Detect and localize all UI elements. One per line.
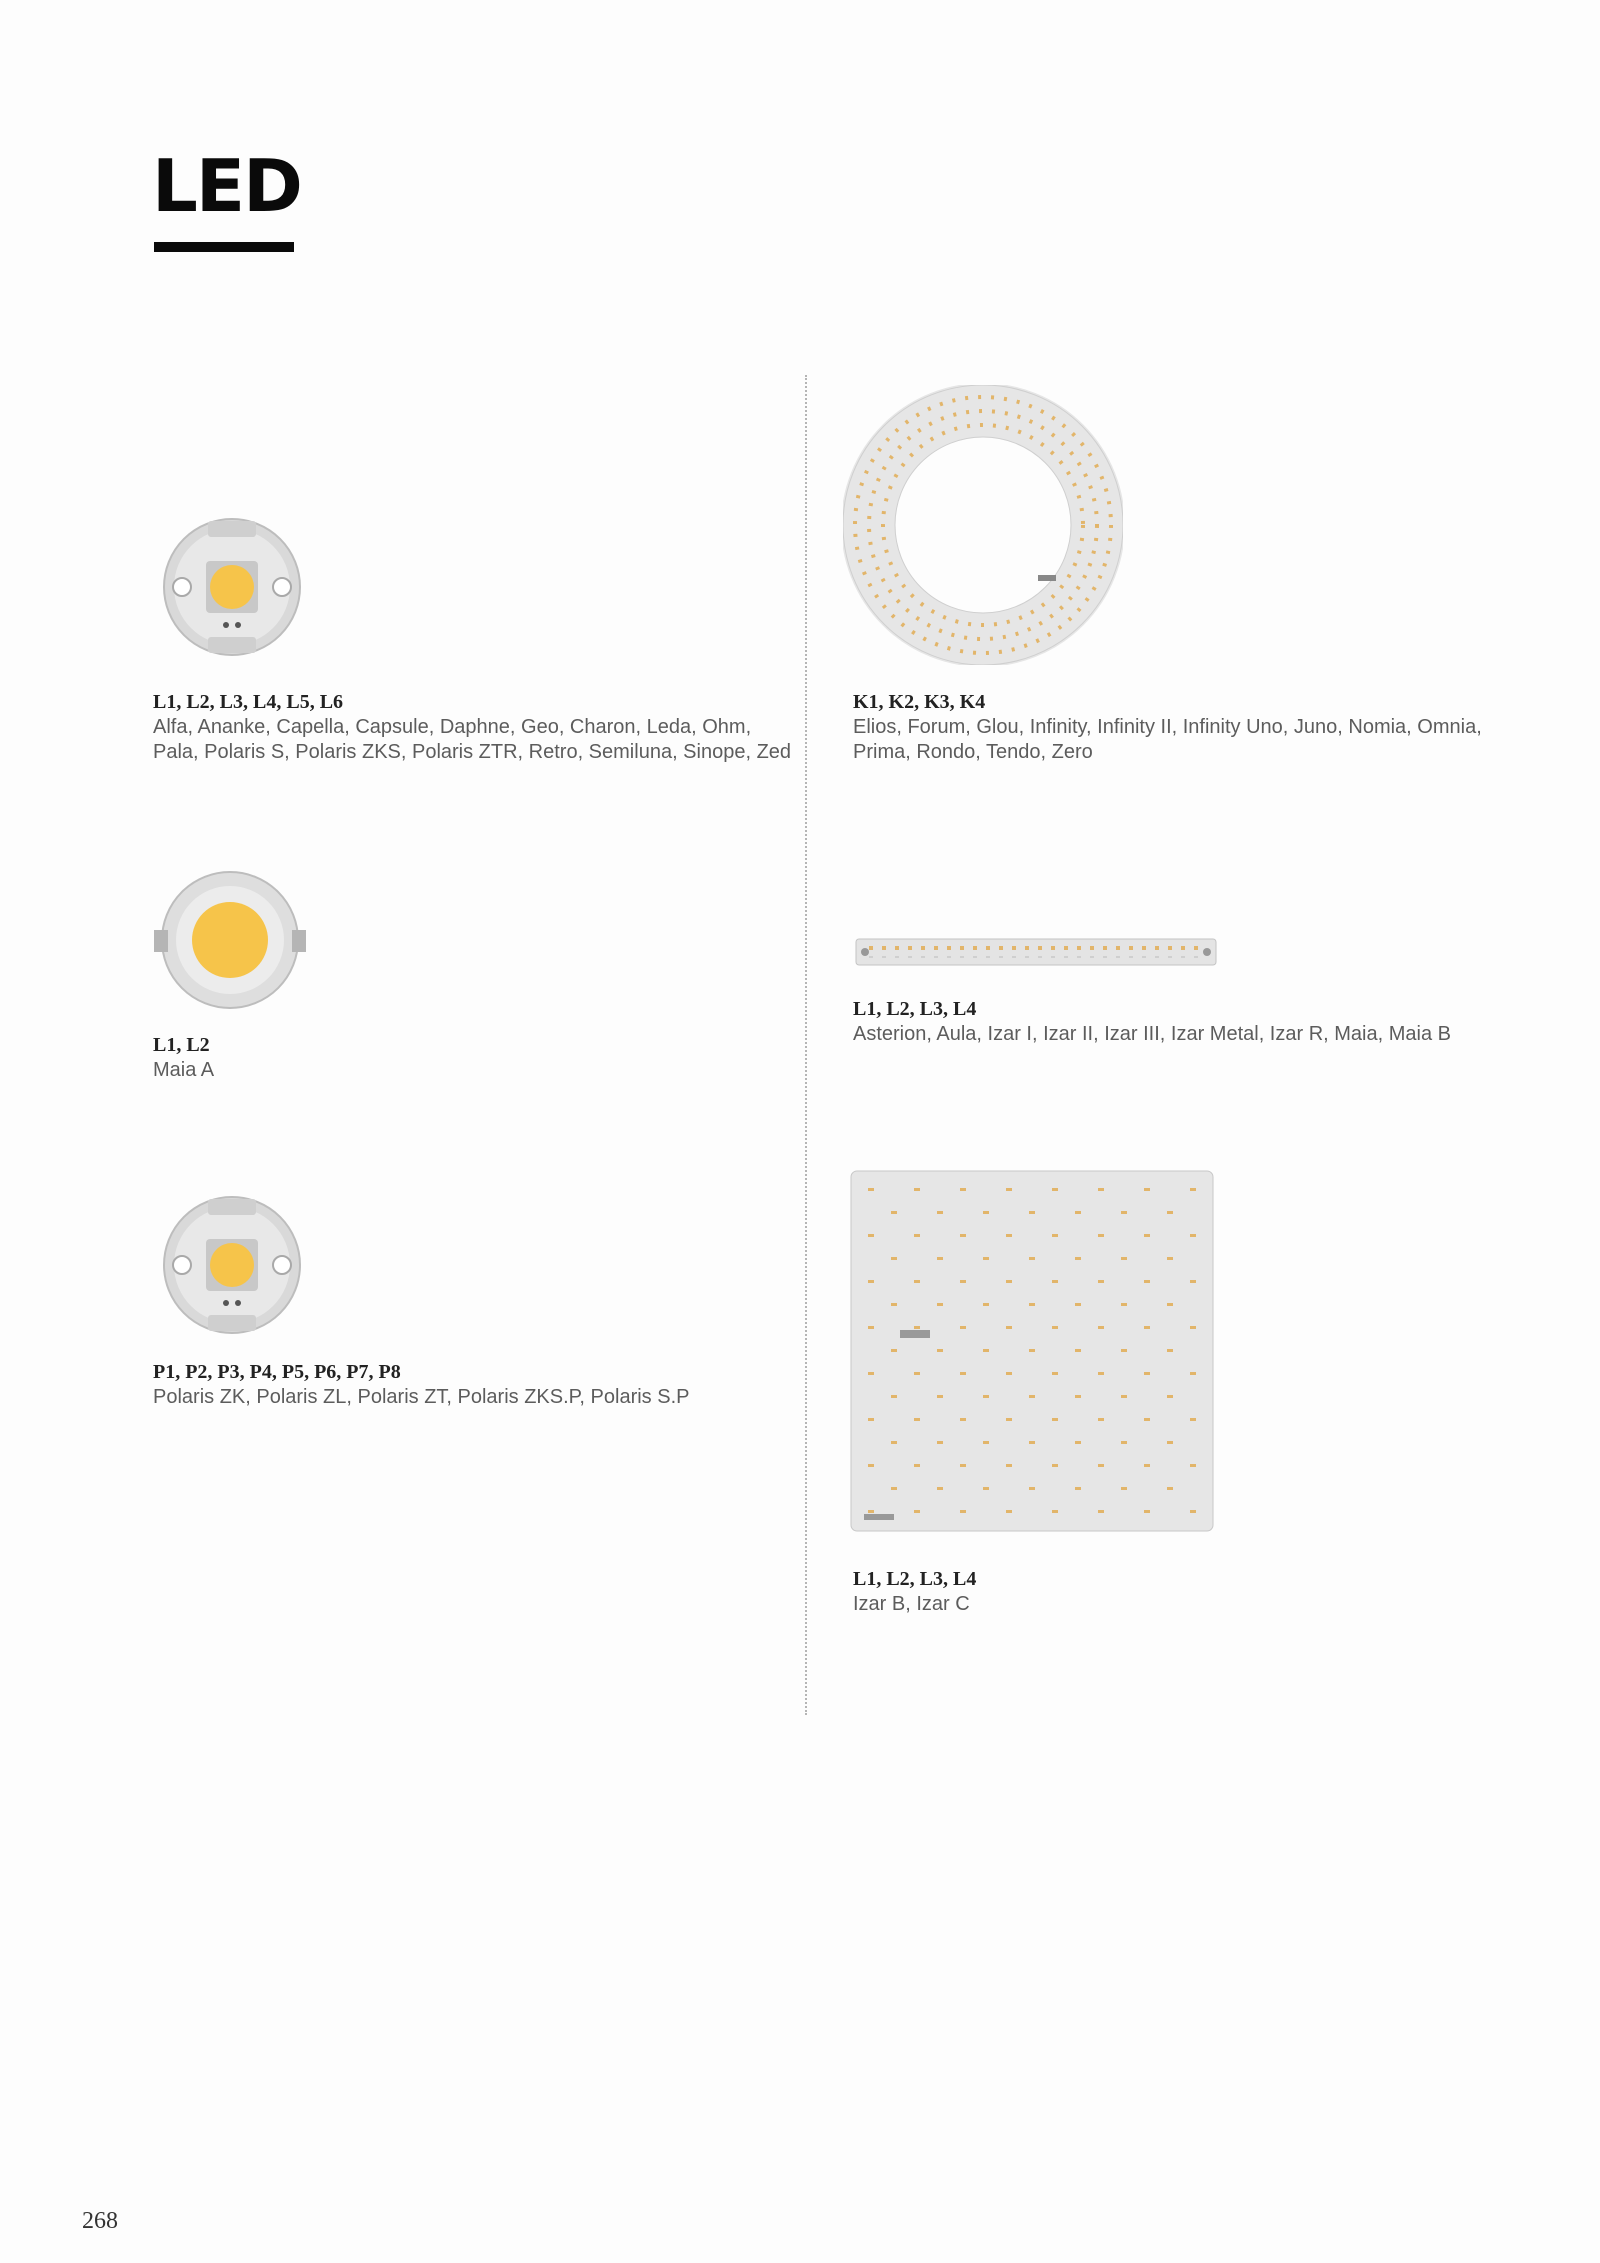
item-names: Izar B, Izar C [853,1593,970,1615]
item-card-0 [153,690,793,765]
square-led-panel-icon [850,1170,1216,1534]
item-names: Maia A [153,1059,215,1081]
column-divider [805,375,807,1715]
item-codes: L1, L2, L3, L4 [853,998,977,1020]
item-card-4 [153,1360,793,1410]
item-names: Alfa, Ananke, Capella, Capsule, Daphne, Geo, Charon, Leda, Ohm, Pala, Polaris S, Polaris ZKS, Polaris ZTR, Retro, Semiluna, Sinope, Zed [153,716,792,763]
item-names: Elios, Forum, Glou, Infinity, Infinity II, Infinity Uno, Juno, Nomia, Omnia, Prima, Rondo, Tendo, Zero [853,716,1482,763]
title-underline [154,242,294,252]
item-names: Asterion, Aula, Izar I, Izar II, Izar III, Izar Metal, Izar R, Maia, Maia B [853,1023,1451,1045]
cob-led-module-icon [160,515,304,659]
item-card-3 [853,997,1493,1047]
item-codes: P1, P2, P3, P4, P5, P6, P7, P8 [153,1361,401,1383]
item-card-1 [853,690,1493,765]
item-codes: L1, L2, L3, L4, L5, L6 [153,691,344,713]
item-names: Polaris ZK, Polaris ZL, Polaris ZT, Polaris ZKS.P, Polaris S.P [153,1386,690,1408]
page-number: 268 [82,2208,118,2234]
item-card-2 [153,1033,793,1083]
ring-led-board-icon [843,385,1123,665]
item-card-5 [853,1567,1493,1617]
cob-led-module-icon [160,1193,304,1337]
item-codes: L1, L2 [153,1034,210,1056]
cob-led-large-icon [150,868,310,1012]
item-codes: K1, K2, K3, K4 [853,691,986,713]
item-codes: L1, L2, L3, L4 [853,1568,977,1590]
led-strip-board-icon [855,935,1217,969]
page-title: LED [152,144,301,228]
